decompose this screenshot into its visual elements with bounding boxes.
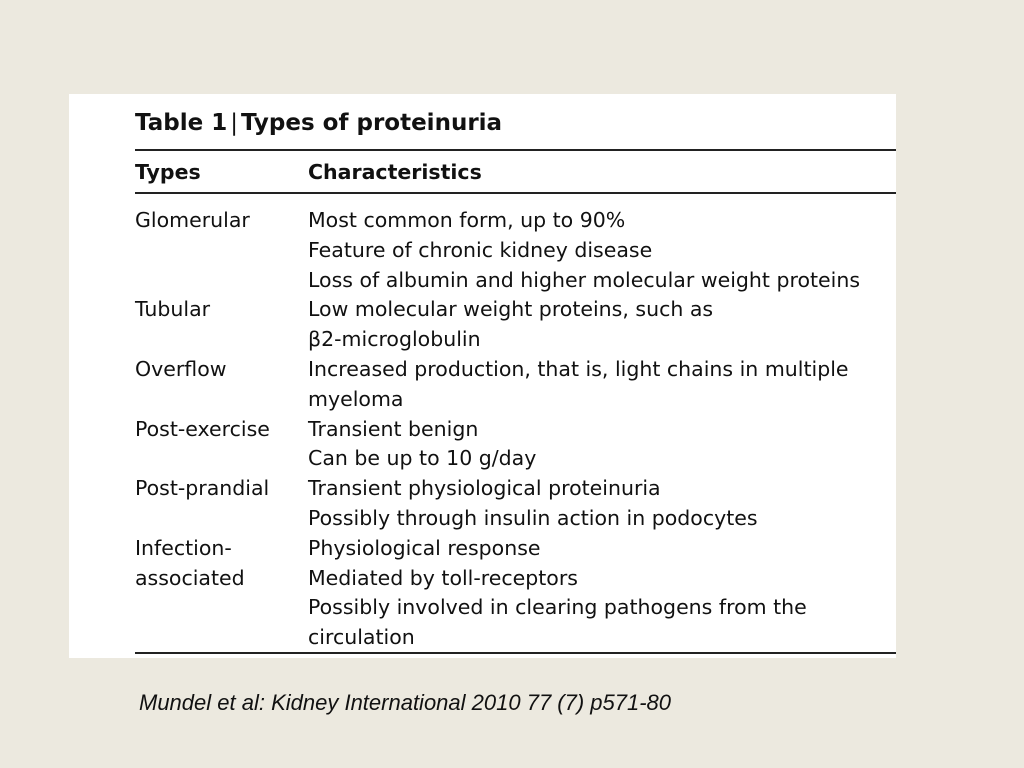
type-line: Tubular: [135, 297, 211, 322]
characteristic-line: Low molecular weight proteins, such as: [308, 297, 714, 322]
table-title: [135, 110, 502, 136]
characteristics-cell: [308, 206, 896, 295]
type-line: Post-exercise: [135, 416, 270, 441]
characteristic-line: myeloma: [308, 386, 404, 411]
top-rule: [135, 149, 896, 151]
characteristics-cell: [308, 355, 896, 415]
type-cell: [135, 206, 308, 295]
characteristics-cell: [308, 295, 896, 355]
table-row: [135, 355, 896, 415]
characteristic-line: Feature of chronic kidney disease: [308, 237, 653, 262]
citation: Mundel et al: Kidney International 2010 77 (7) p571-80: [139, 690, 672, 715]
type-cell: [135, 355, 308, 415]
header-types: Types: [135, 160, 201, 184]
type-cell: [135, 295, 308, 355]
type-line: Overflow: [135, 356, 227, 381]
table-row: [135, 206, 896, 295]
type-cell: [135, 534, 308, 653]
header-characteristics: Characteristics: [308, 160, 482, 184]
characteristic-line: Possibly involved in clearing pathogens from the: [308, 595, 807, 620]
type-line: Infection-: [135, 535, 232, 560]
characteristic-line: Transient physiological proteinuria: [308, 476, 661, 501]
characteristic-line: Can be up to 10 g/day: [308, 446, 537, 471]
characteristic-line: Increased production, that is, light chains in multiple: [308, 356, 849, 381]
bottom-rule: [135, 652, 896, 654]
characteristic-line: Loss of albumin and higher molecular weight proteins: [308, 267, 860, 292]
table-number: Table 1: [135, 110, 228, 136]
table-row: [135, 474, 896, 534]
characteristic-line: Physiological response: [308, 535, 541, 560]
table-title-text: Types of proteinuria: [240, 110, 503, 136]
table-row: [135, 415, 896, 475]
type-cell: [135, 415, 308, 475]
characteristic-line: Mediated by toll-receptors: [308, 565, 578, 590]
type-line: Post-prandial: [135, 476, 270, 501]
characteristic-line: Possibly through insulin action in podocytes: [308, 505, 758, 530]
type-line: associated: [135, 565, 245, 590]
table-card: [69, 94, 896, 658]
characteristic-line: Transient benign: [308, 416, 479, 441]
characteristic-line: circulation: [308, 625, 415, 650]
table-body: [135, 206, 896, 653]
type-line: Glomerular: [135, 208, 250, 232]
header-rule: [135, 192, 896, 194]
characteristics-cell: [308, 474, 896, 534]
table-row: [135, 295, 896, 355]
characteristic-line: Most common form, up to 90%: [308, 208, 626, 232]
table-row: [135, 534, 896, 653]
type-cell: [135, 474, 308, 534]
title-separator: |: [230, 110, 238, 136]
characteristics-cell: [308, 415, 896, 475]
characteristics-cell: [308, 534, 896, 653]
characteristic-line: β2-microglobulin: [308, 327, 481, 352]
